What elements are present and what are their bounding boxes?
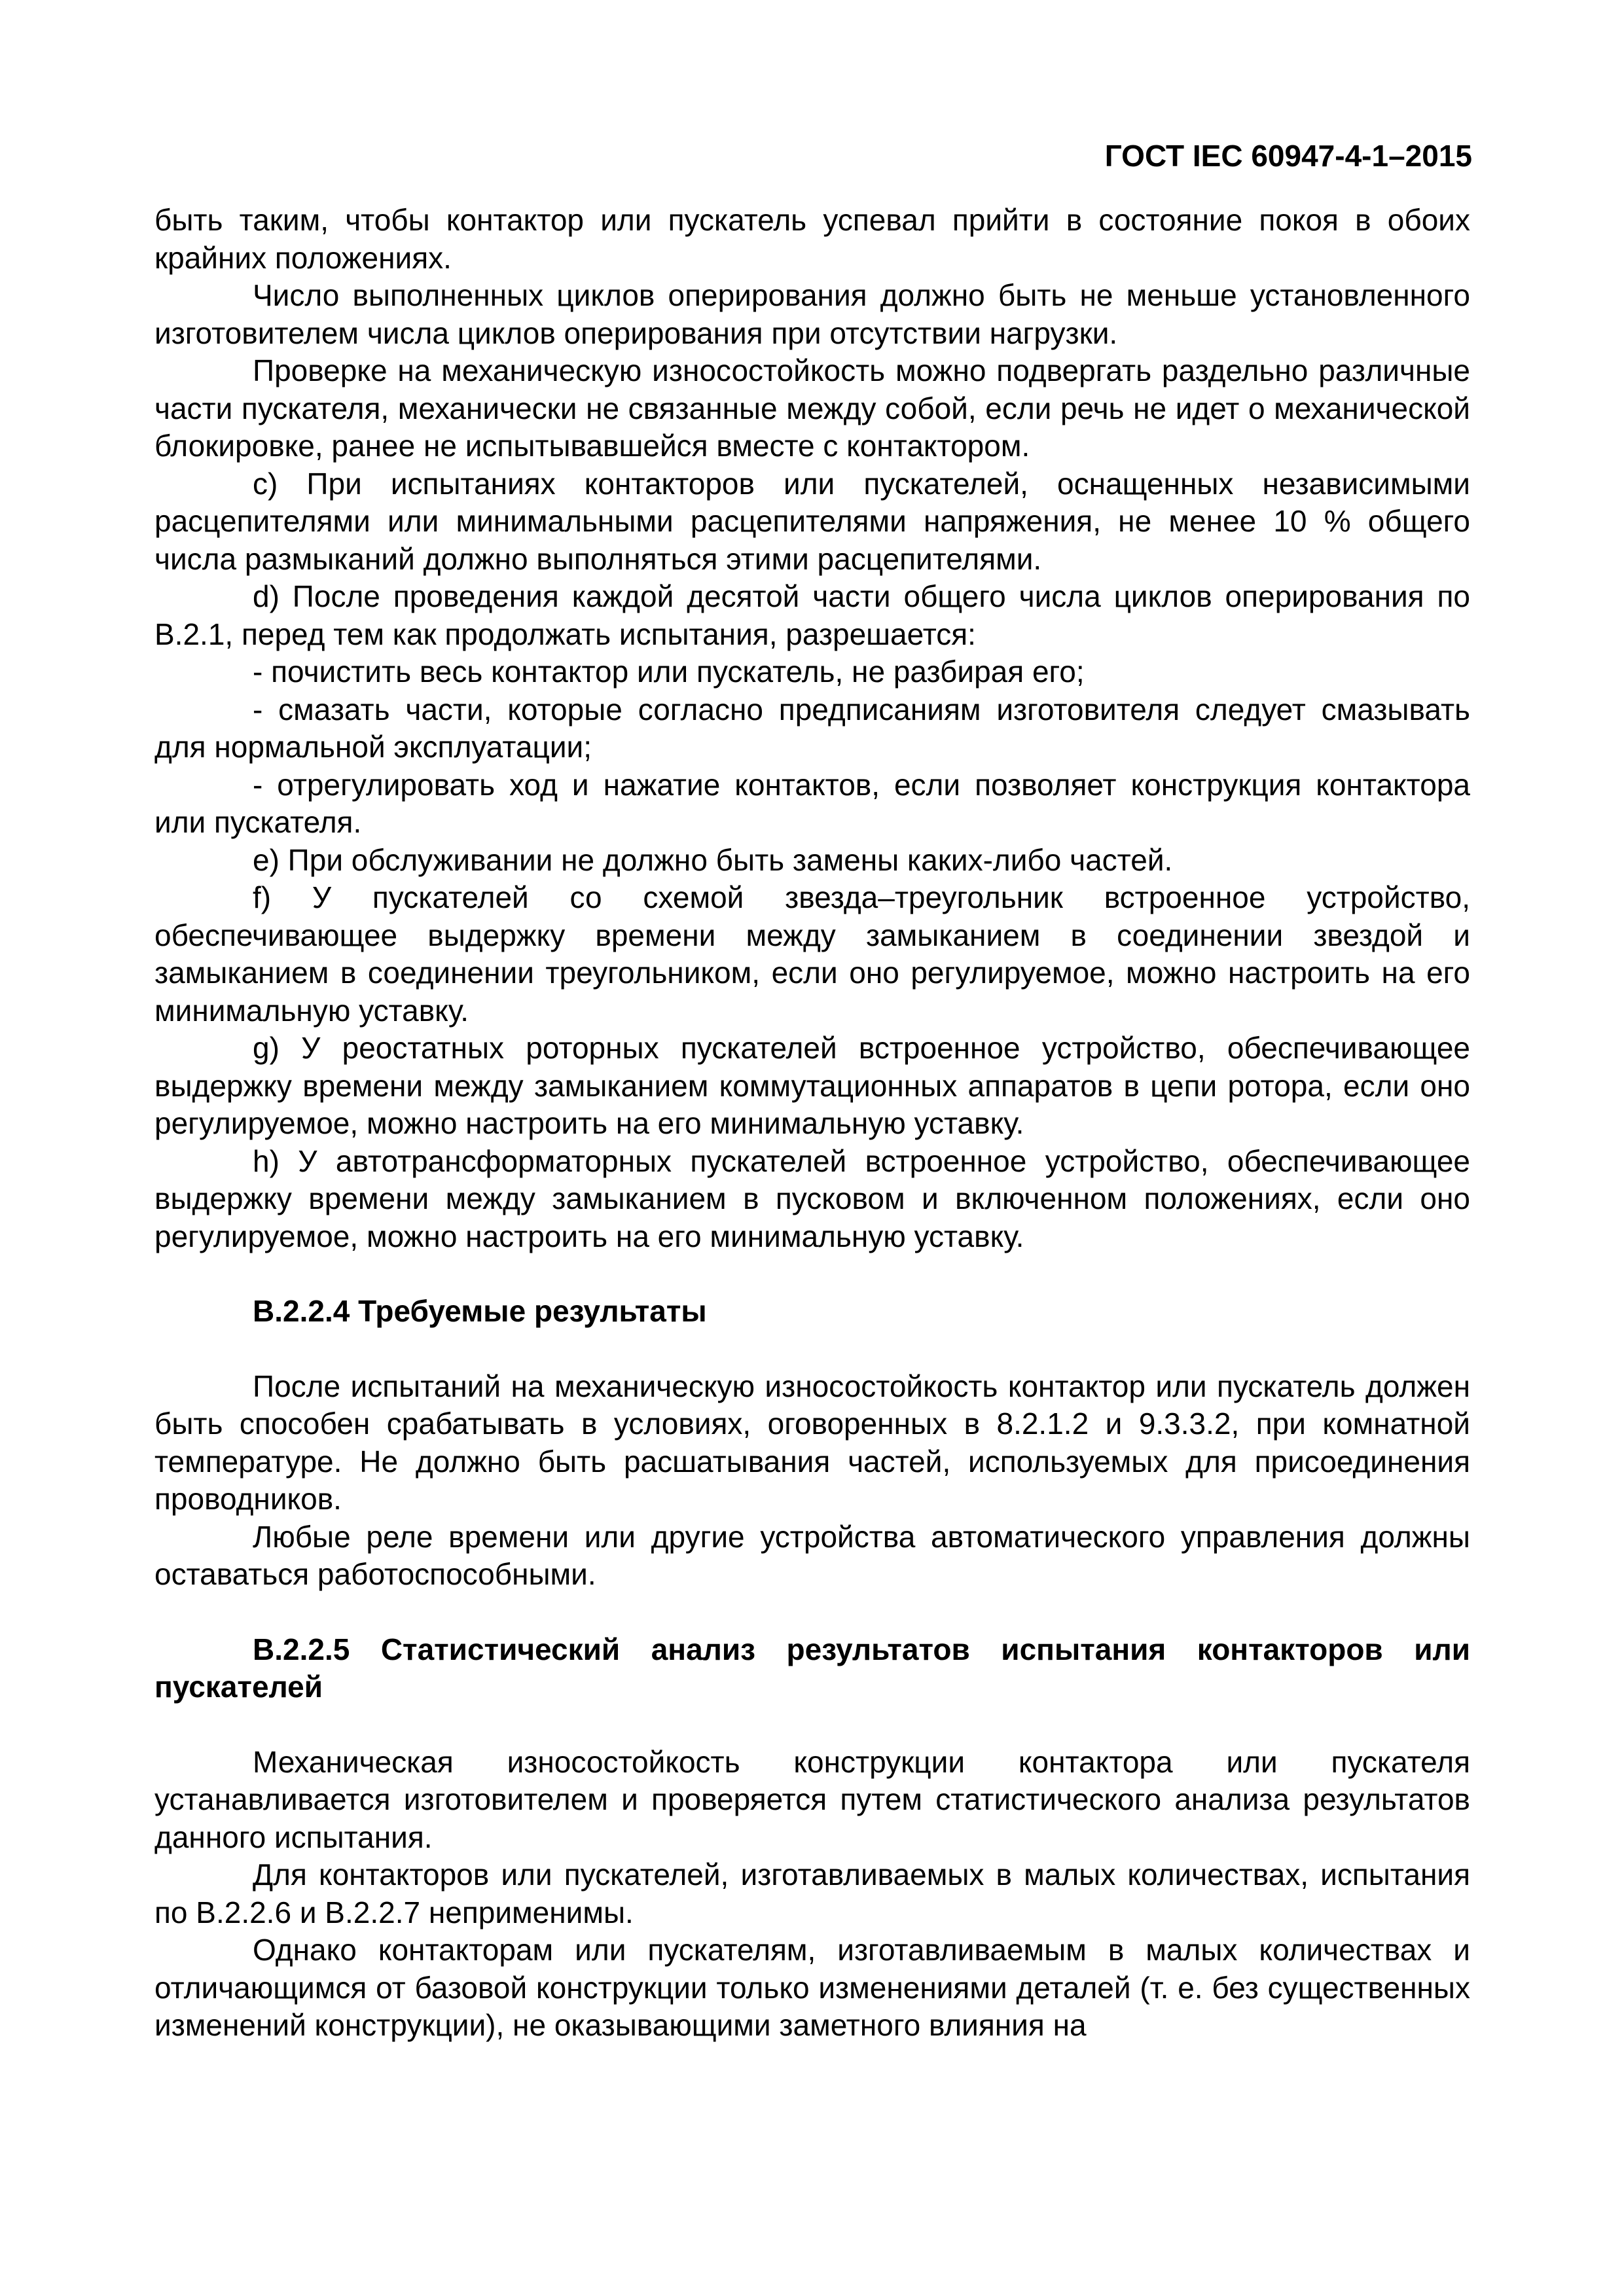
list-item-adjust: - отрегулировать ход и нажатие контактов, если позволяет конструкция контактора или пускателя. — [154, 767, 1470, 839]
list-item-clean: - почистить весь контактор или пускатель, не разбирая его; — [253, 655, 1085, 689]
paragraph-item-d: d) После проведения каждой десятой части общего числа циклов оперирования по B.2.1, перед тем как продолжать испытания, разрешается: — [154, 579, 1470, 651]
paragraph-statistical-analysis: Механическая износостойкость конструкции контактора или пускателя устанавливается изготовителем и проверяется путем статистического анализа результатов данного испытания. — [154, 1744, 1470, 1854]
paragraph-cycles-count: Число выполненных циклов оперирования должно быть не меньше установленного изготовителем числа циклов оперирования при отсутствии нагрузки. — [154, 278, 1470, 350]
list-item-lubricate: - смазать части, которые согласно предписаниям изготовителя следует смазывать для нормальной эксплуатации; — [154, 692, 1470, 764]
paragraph-small-quantities: Для контакторов или пускателей, изготавливаемых в малых количествах, испытания по B.2.2.6 и B.2.2.7 неприменимы. — [154, 1857, 1470, 1929]
section-heading-b224: B.2.2.4 Требуемые результаты — [253, 1294, 707, 1328]
paragraph-item-g: g) У реостатных роторных пускателей встроенное устройство, обеспечивающее выдержку времени между замыканием коммутационных аппаратов в цепи ротора, если оно регулируемое, можно настроить на его минимальную уставку. — [154, 1031, 1470, 1140]
paragraph-item-h: h) У автотрансформаторных пускателей встроенное устройство, обеспечивающее выдержку времени между замыканием в пусковом и включенном положениях, если оно регулируемое, можно настроить на его минимальную уставку. — [154, 1143, 1470, 1253]
document-body — [154, 202, 1470, 2045]
paragraph-results: После испытаний на механическую износостойкость контактор или пускатель должен быть способен срабатывать в условиях, оговоренных в 8.2.1.2 и 9.3.3.2, при комнатной температуре. Не должно быть расшатывания частей, используемых для присоединения проводников. — [154, 1369, 1470, 1516]
paragraph-item-c: c) При испытаниях контакторов или пускателей, оснащенных независимыми расцепителями или минимальными расцепителями напряжения, не менее 10 % общего числа размыканий должно выполняться этими расцепителями. — [154, 466, 1470, 576]
paragraph-however: Однако контакторам или пускателям, изготавливаемым в малых количествах и отличающимся от базовой конструкции только изменениями деталей (т. е. без существенных изменений конструкции), не оказывающими заметного влияния на — [154, 1933, 1470, 2042]
paragraph-item-f: f) У пускателей со схемой звезда–треугольник встроенное устройство, обеспечивающее выдержку времени между замыканием в соединении звездой и замыканием в соединении треугольником, если оно регулируемое, можно настроить на его минимальную уставку. — [154, 880, 1470, 1028]
paragraph-continuation: быть таким, чтобы контактор или пускатель успевал прийти в состояние покоя в обоих крайних положениях. — [154, 203, 1470, 275]
paragraph-relays: Любые реле времени или другие устройства автоматического управления должны оставаться работоспособными. — [154, 1519, 1470, 1591]
section-heading-b225: B.2.2.5 Статистический анализ результатов испытания контакторов или пускателей — [154, 1632, 1470, 1704]
paragraph-item-e: e) При обслуживании не должно быть замены каких-либо частей. — [253, 842, 1173, 877]
paragraph-separate-parts: Проверке на механическую износостойкость можно подвергать раздельно различные части пускателя, механически не связанные между собой, если речь не идет о механической блокировке, ранее не испытывавшейся вместе с контактором. — [154, 353, 1470, 463]
standard-header: ГОСТ IEC 60947-4-1–2015 — [1104, 139, 1472, 173]
